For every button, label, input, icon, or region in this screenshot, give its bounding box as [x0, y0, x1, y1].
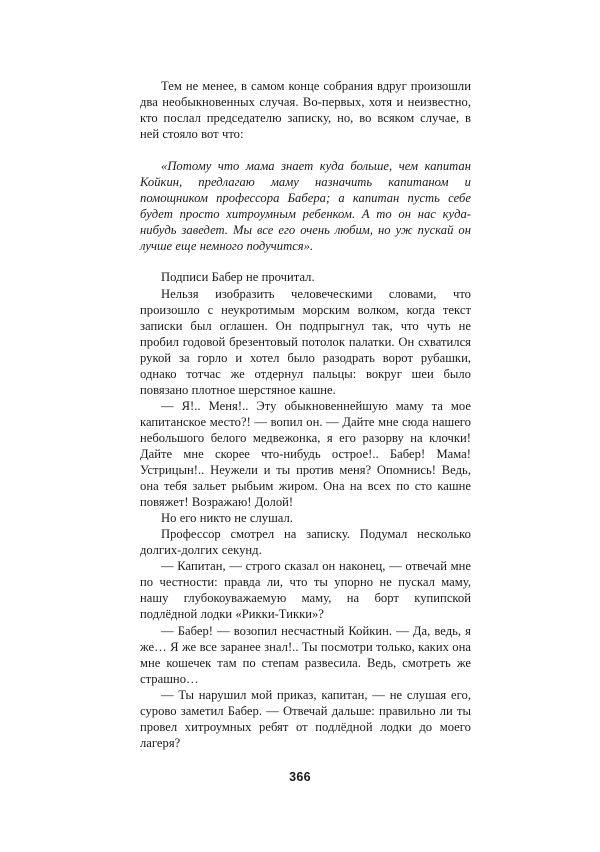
dialogue-line-4: — Ты нарушил мой приказ, капитан, — не слушая его, сурово заметил Бабер. — Отвечай дальше: правильно ли ты провел хитроумных ребят от подлёдной лодки до моего лагеря? [140, 687, 471, 750]
paragraph-5: Но его никто не слушал. [161, 511, 293, 526]
page-number: 366 [289, 770, 311, 784]
paragraph-3: Нельзя изобразить человеческими словами, что произошло с неукротимым морским волком, когда текст записки был оглашен. Он подпрыгнул так, что чуть не пробил годовой брезентовый потолок палатки. Он схватился рукой за горло и хотел было разодрать ворот рубашки, однако тотчас же отдернул пальцы: вокруг шеи было повязано плотное шерстяное кашне. [140, 286, 471, 397]
paragraph-1: Тем не менее, в самом конце собрания вдруг произошли два необыкновенных случая. Во-первых, хотя и неизвестно, кто послал председателю записку, но, во всяком случае, в ней стояло вот что: [140, 79, 471, 142]
quoted-note-block [140, 158, 471, 254]
page-text-block [140, 78, 471, 751]
dialogue-line-1: — Я!.. Меня!.. Эту обыкновеннейшую маму та мое капитанское место?! — вопил он. — Дайте мне сюда нашего небольшого белого медвежонка, я его разорву на клочки! Дайте мне скорее что-нибудь острое!.. Бабер! Мама! Устрицын!.. Неужели и ты против меня? Опомнись! Ведь, она тебя зальет рыбьим жиром. Она на всех по сто кашне повяжет! Возражаю! Долой! [140, 398, 471, 510]
quoted-note-text: «Потому что мама знает куда больше, чем капитан Койкин, предлагаю маму назначить капитаном и помощником профессора Бабера; а капитан пусть себе будет просто хитроумным ребенком. А то он нас куда-нибудь заведет. Мы все его очень любим, но уж пускай он лучше еще немного подучится». [140, 158, 471, 253]
paragraph-2: Подписи Бабер не прочитал. [161, 270, 315, 285]
paragraph-6: Профессор смотрел на записку. Подумал несколько долгих-долгих секунд. [140, 527, 471, 558]
dialogue-line-2: — Капитан, — строго сказал он наконец, — отвечай мне по честности: правда ли, что ты упорно не пускал маму, нашу глубокоуважаемую маму, на борт купипской подлёдной лодки «Рикки-Тикки»? [140, 559, 471, 622]
dialogue-line-3: — Бабер! — возопил несчастный Койкин. — Да, ведь, я же… Я же все заранее знал!.. Ты посмотри только, каких она мне кошечек там по степам развесила. Ведь, смотреть же страшно… [140, 623, 471, 686]
